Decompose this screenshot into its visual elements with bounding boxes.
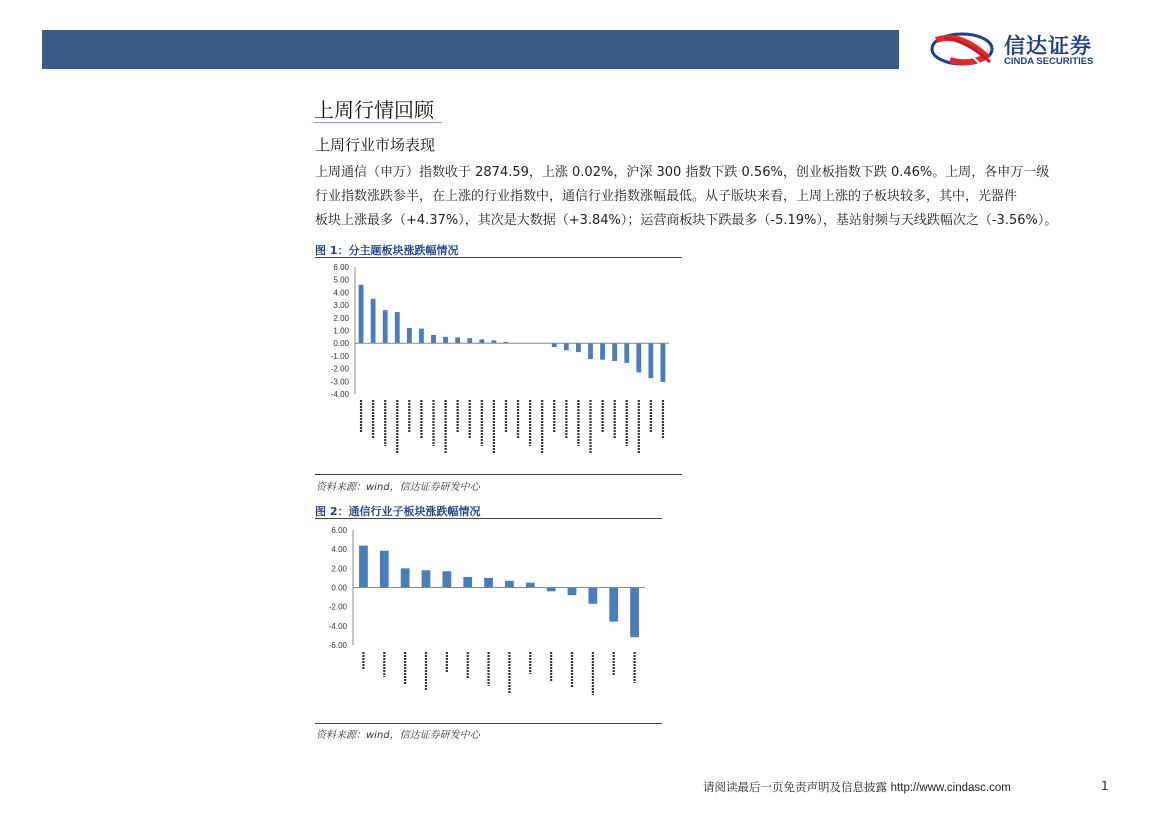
bar xyxy=(407,328,412,343)
section-title-underline xyxy=(314,122,442,123)
bar xyxy=(609,588,618,622)
figure-2-source: 资料来源：wind，信达证券研发中心 xyxy=(316,730,480,741)
y-tick-label: 2.00 xyxy=(331,564,347,574)
summary-paragraph xyxy=(315,161,1113,233)
bar xyxy=(380,551,389,588)
bar xyxy=(395,312,400,343)
bar xyxy=(564,343,569,350)
y-tick-label: 6.00 xyxy=(333,263,349,272)
y-tick-label: 6.00 xyxy=(331,526,347,535)
bar xyxy=(630,588,639,638)
y-tick-label: 5.00 xyxy=(333,275,349,285)
y-tick-label: -3.00 xyxy=(330,377,349,387)
figure-1-source: 资料来源：wind，信达证券研发中心 xyxy=(316,482,480,493)
y-tick-label: 1.00 xyxy=(333,326,349,336)
bar xyxy=(661,343,666,382)
bar xyxy=(576,343,581,352)
bar xyxy=(455,337,460,343)
y-tick-label: -2.00 xyxy=(328,602,347,612)
paragraph-line: 板块上涨最多（+4.37%），其次是大数据（+3.84%）；运营商板块下跌最多（-5.19%），基站射频与天线跌幅次之（-3.56%）。 xyxy=(315,213,1058,228)
y-tick-label: 0.00 xyxy=(331,583,347,593)
paragraph-line: 行业指数涨跌参半，在上涨的行业指数中，通信行业指数涨幅最低。从子版块来看，上周上涨的子板块较多，其中，光器件 xyxy=(315,189,1018,204)
footer-disclaimer: 请阅读最后一页免责声明及信息披露 xyxy=(703,780,887,794)
figure-1-bottom-rule xyxy=(315,474,682,475)
y-tick-label: 4.00 xyxy=(331,545,347,555)
paragraph-line: 上周通信（申万）指数收于 2874.59，上涨 0.02%，沪深 300 指数下跌 0.56%，创业板指数下跌 0.46%。上周，各申万一级 xyxy=(315,165,1050,180)
bar xyxy=(552,343,557,347)
bar xyxy=(636,343,641,372)
footer-url[interactable]: http://www.cindasc.com xyxy=(890,782,1011,794)
logo-name-cn: 信达证券 xyxy=(1004,34,1092,58)
footer xyxy=(703,779,1011,795)
y-tick-label: -4.00 xyxy=(328,621,347,631)
bar xyxy=(624,343,629,363)
bar xyxy=(383,310,388,343)
y-tick-label: 0.00 xyxy=(333,339,349,349)
bar xyxy=(648,343,653,378)
y-tick-label: 3.00 xyxy=(333,301,349,311)
header-bar xyxy=(42,30,899,69)
figure-2-chart xyxy=(315,519,662,722)
bar xyxy=(505,581,514,588)
bar xyxy=(547,588,556,592)
bar xyxy=(588,588,597,604)
bar xyxy=(359,546,368,588)
y-tick-label: -1.00 xyxy=(330,351,349,361)
y-tick-label: -2.00 xyxy=(330,364,349,374)
figure-2-bottom-rule xyxy=(315,723,662,724)
bar xyxy=(484,578,493,588)
bar xyxy=(463,577,472,588)
bar xyxy=(443,337,448,343)
bar xyxy=(419,329,424,344)
bar xyxy=(442,571,451,587)
y-tick-label: 2.00 xyxy=(333,313,349,323)
bar xyxy=(467,338,472,343)
figure-1-chart xyxy=(315,258,682,473)
bar xyxy=(359,285,364,343)
logo-name-en: CINDA SECURITIES xyxy=(1004,56,1094,67)
bar xyxy=(568,588,577,596)
y-tick-label: -4.00 xyxy=(330,390,349,399)
figure-2-title: 图 2：通信行业子板块涨跌幅情况 xyxy=(315,505,481,518)
bar xyxy=(612,343,617,361)
bar xyxy=(401,568,410,587)
cinda-logo-icon xyxy=(930,26,996,72)
bar xyxy=(422,570,431,587)
bar xyxy=(431,335,436,343)
subsection-title: 上周行业市场表现 xyxy=(315,136,436,154)
bar xyxy=(371,299,376,343)
bar xyxy=(588,343,593,359)
section-title: 上周行情回顾 xyxy=(314,98,434,122)
bar xyxy=(479,339,484,343)
cinda-logo xyxy=(930,26,1130,72)
figure-1-title: 图 1：分主题板块涨跌幅情况 xyxy=(315,244,459,257)
bar xyxy=(526,583,535,588)
y-tick-label: 4.00 xyxy=(333,288,349,298)
y-tick-label: -6.00 xyxy=(328,641,347,650)
page-number: 1 xyxy=(1101,779,1109,793)
bar xyxy=(600,343,605,360)
